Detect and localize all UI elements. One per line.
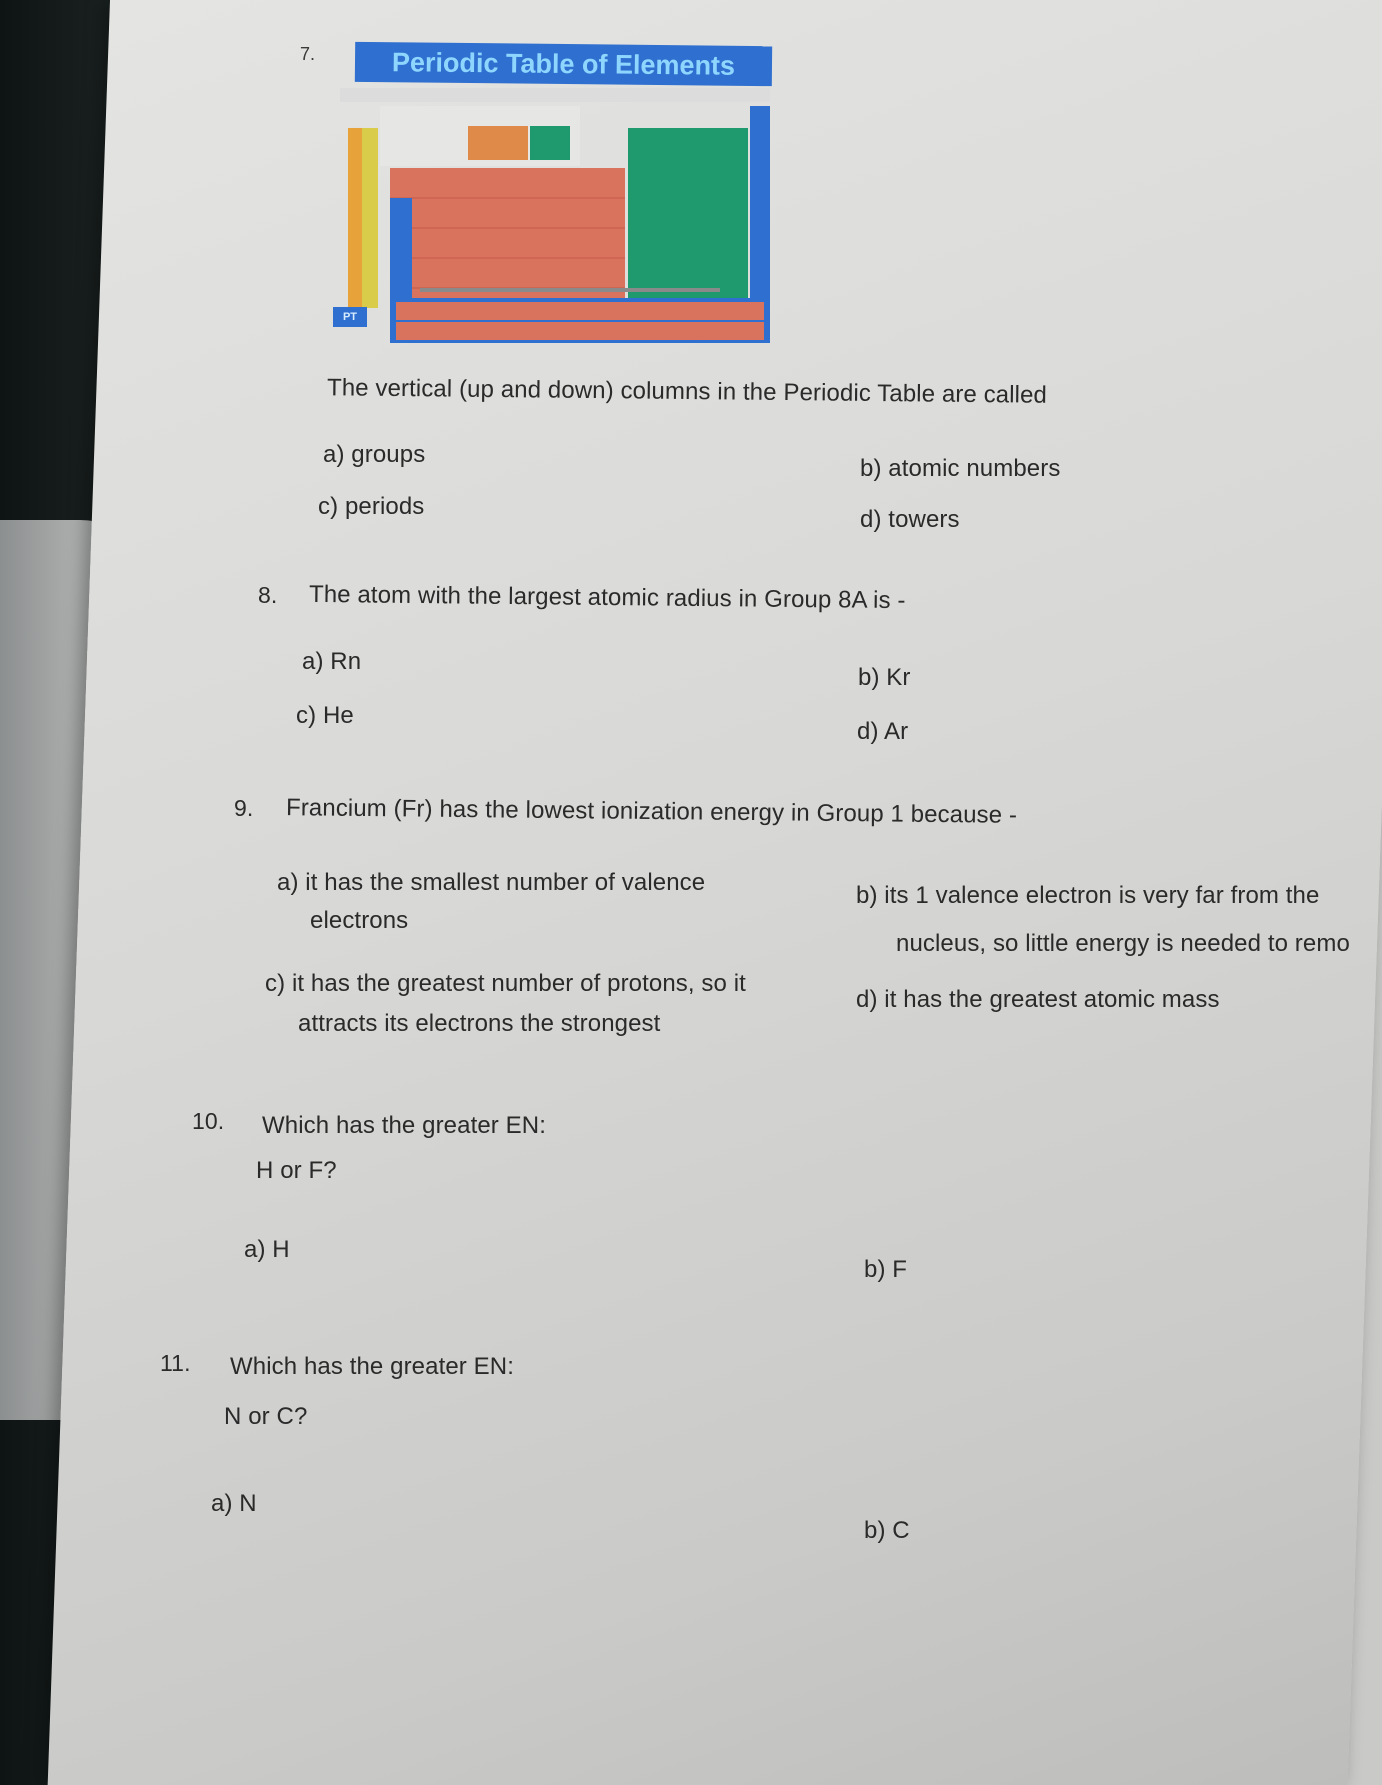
periodic-table-figure <box>340 88 770 343</box>
periodic-table-title: Periodic Table of Elements <box>355 42 772 86</box>
q9-option-a-line1[interactable]: a) it has the smallest number of valence <box>277 869 706 896</box>
q9-number: 9. <box>234 795 254 821</box>
ptable-logo: PT <box>333 307 367 327</box>
q11-option-a[interactable]: a) N <box>211 1490 257 1517</box>
q8-option-c[interactable]: c) He <box>296 702 354 729</box>
q7-option-a[interactable]: a) groups <box>323 441 426 468</box>
q7-question: The vertical (up and down) columns in the Periodic Table are called <box>326 374 1048 409</box>
q10-option-a[interactable]: a) H <box>244 1236 290 1263</box>
q9-question: Francium (Fr) has the lowest ionization energy in Group 1 because - <box>285 794 1018 829</box>
q9-option-b-line2[interactable]: nucleus, so little energy is needed to remo <box>896 930 1350 957</box>
q7-option-c[interactable]: c) periods <box>318 493 425 520</box>
q9-option-a-line2[interactable]: electrons <box>310 907 409 934</box>
q11-option-b[interactable]: b) C <box>864 1517 910 1544</box>
q7-option-b[interactable]: b) atomic numbers <box>860 455 1061 482</box>
q11-question-line2: N or C? <box>224 1403 308 1430</box>
q10-question-line2: H or F? <box>256 1157 337 1184</box>
q11-number: 11. <box>160 1350 191 1376</box>
q8-number: 8. <box>258 582 278 608</box>
q11-question-line1: Which has the greater EN: <box>230 1353 514 1380</box>
q10-option-b[interactable]: b) F <box>864 1256 908 1283</box>
q8-option-a[interactable]: a) Rn <box>302 648 362 675</box>
q7-option-d[interactable]: d) towers <box>860 506 960 533</box>
q8-question: The atom with the largest atomic radius in Group 8A is - <box>308 580 906 615</box>
q10-number: 10. <box>192 1108 225 1134</box>
q8-option-d[interactable]: d) Ar <box>857 718 909 745</box>
q7-number: 7. <box>300 44 316 64</box>
q9-option-d[interactable]: d) it has the greatest atomic mass <box>856 986 1220 1013</box>
q10-question-line1: Which has the greater EN: <box>262 1112 546 1139</box>
q9-option-c-line1[interactable]: c) it has the greatest number of protons, so it <box>265 970 746 997</box>
q8-option-b[interactable]: b) Kr <box>858 664 911 691</box>
q9-option-c-line2[interactable]: attracts its electrons the strongest <box>298 1010 661 1037</box>
q9-option-b-line1[interactable]: b) its 1 valence electron is very far from the <box>856 882 1320 909</box>
